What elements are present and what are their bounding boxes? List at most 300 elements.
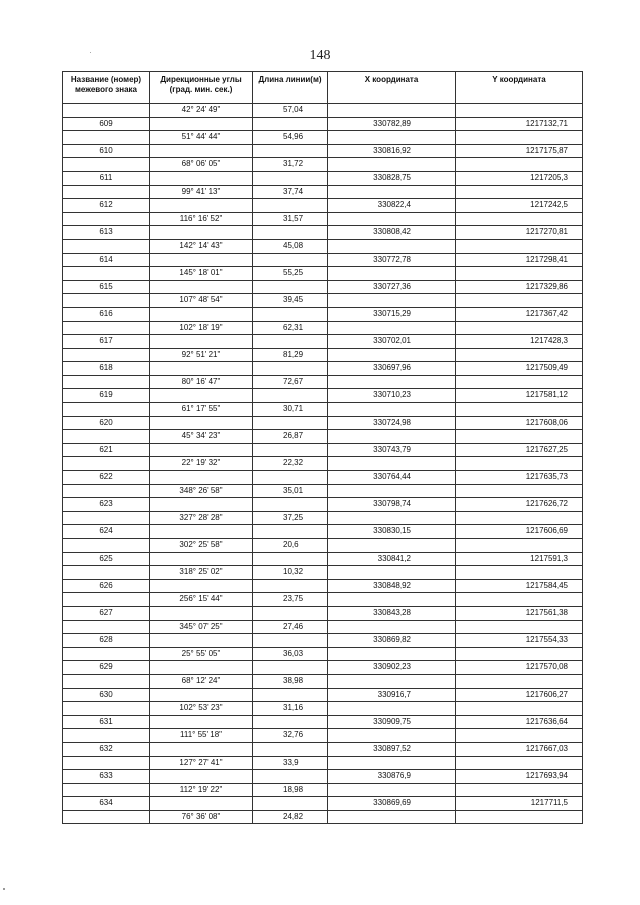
table-row — [63, 552, 583, 566]
cell-angle: 76° 36' 08" — [150, 810, 253, 824]
cell-y: 1217635,73 — [456, 471, 583, 485]
cell-angle: 102° 53' 23" — [150, 702, 253, 716]
cell-name — [63, 403, 150, 417]
cell-name — [63, 267, 150, 281]
cell-name: 613 — [63, 226, 150, 240]
table-row — [63, 104, 583, 118]
cell-length: 39,45 — [253, 294, 328, 308]
table-row — [63, 471, 583, 485]
cell-length — [253, 715, 328, 729]
cell-length: 38,98 — [253, 674, 328, 688]
cell-angle: 68° 06' 05" — [150, 158, 253, 172]
cell-length: 22,32 — [253, 457, 328, 471]
cell-angle: 116° 16' 52" — [150, 212, 253, 226]
cell-length: 81,29 — [253, 348, 328, 362]
cell-x: 330702,01 — [328, 335, 456, 349]
cell-name — [63, 321, 150, 335]
cell-angle: 102° 18' 19" — [150, 321, 253, 335]
cell-length — [253, 552, 328, 566]
table-row — [63, 199, 583, 213]
cell-x — [328, 294, 456, 308]
cell-x — [328, 321, 456, 335]
cell-name: 626 — [63, 579, 150, 593]
cell-angle: 111° 55' 18" — [150, 729, 253, 743]
cell-length — [253, 498, 328, 512]
cell-y — [456, 511, 583, 525]
cell-x: 330782,89 — [328, 117, 456, 131]
table-row — [63, 117, 583, 131]
cell-length — [253, 171, 328, 185]
cell-x: 330727,36 — [328, 280, 456, 294]
table-row — [63, 416, 583, 430]
cell-y: 1217570,08 — [456, 661, 583, 675]
table-row — [63, 674, 583, 688]
cell-x — [328, 375, 456, 389]
cell-name — [63, 457, 150, 471]
table-row — [63, 539, 583, 553]
boundary-coordinates-table — [62, 71, 583, 824]
cell-length — [253, 443, 328, 457]
cell-name — [63, 647, 150, 661]
cell-length — [253, 661, 328, 675]
cell-y — [456, 348, 583, 362]
cell-y — [456, 783, 583, 797]
cell-angle: 68° 12' 24" — [150, 674, 253, 688]
cell-length — [253, 579, 328, 593]
table-row — [63, 307, 583, 321]
cell-y: 1217428,3 — [456, 335, 583, 349]
cell-x — [328, 620, 456, 634]
cell-x: 330869,69 — [328, 797, 456, 811]
cell-angle: 42° 24' 49" — [150, 104, 253, 118]
cell-length — [253, 362, 328, 376]
cell-x: 330822,4 — [328, 199, 456, 213]
cell-name — [63, 294, 150, 308]
cell-y: 1217205,3 — [456, 171, 583, 185]
cell-angle: 80° 16' 47" — [150, 375, 253, 389]
cell-y: 1217554,33 — [456, 634, 583, 648]
cell-name — [63, 783, 150, 797]
table-row — [63, 348, 583, 362]
cell-length — [253, 634, 328, 648]
cell-angle — [150, 661, 253, 675]
cell-length: 37,74 — [253, 185, 328, 199]
cell-name — [63, 158, 150, 172]
table-row — [63, 783, 583, 797]
cell-x — [328, 674, 456, 688]
table-row — [63, 688, 583, 702]
page-number: 148 — [309, 48, 331, 63]
cell-y — [456, 702, 583, 716]
cell-y — [456, 131, 583, 145]
cell-angle — [150, 117, 253, 131]
cell-name: 627 — [63, 606, 150, 620]
cell-x: 330816,92 — [328, 144, 456, 158]
cell-name: 614 — [63, 253, 150, 267]
table-row — [63, 579, 583, 593]
cell-name: 611 — [63, 171, 150, 185]
cell-name — [63, 566, 150, 580]
table-row — [63, 606, 583, 620]
cell-angle — [150, 742, 253, 756]
cell-length — [253, 770, 328, 784]
cell-length — [253, 688, 328, 702]
table-row — [63, 647, 583, 661]
cell-y — [456, 321, 583, 335]
cell-length: 55,25 — [253, 267, 328, 281]
table-row — [63, 756, 583, 770]
cell-x: 330715,29 — [328, 307, 456, 321]
cell-length: 37,25 — [253, 511, 328, 525]
cell-length: 54,96 — [253, 131, 328, 145]
cell-x: 330808,42 — [328, 226, 456, 240]
cell-angle: 327° 28' 28" — [150, 511, 253, 525]
cell-name — [63, 104, 150, 118]
cell-name: 617 — [63, 335, 150, 349]
cell-y — [456, 593, 583, 607]
cell-y — [456, 294, 583, 308]
cell-length: 18,98 — [253, 783, 328, 797]
table-row — [63, 171, 583, 185]
cell-length — [253, 280, 328, 294]
cell-name: 631 — [63, 715, 150, 729]
cell-x — [328, 185, 456, 199]
cell-angle — [150, 416, 253, 430]
cell-x — [328, 484, 456, 498]
cell-x — [328, 430, 456, 444]
table-row — [63, 661, 583, 675]
cell-y — [456, 375, 583, 389]
table-row — [63, 158, 583, 172]
cell-x: 330828,75 — [328, 171, 456, 185]
cell-y: 1217606,27 — [456, 688, 583, 702]
cell-y: 1217711,5 — [456, 797, 583, 811]
cell-angle: 22° 19' 32" — [150, 457, 253, 471]
cell-y — [456, 620, 583, 634]
cell-length — [253, 416, 328, 430]
cell-angle — [150, 171, 253, 185]
table-row — [63, 294, 583, 308]
cell-angle — [150, 389, 253, 403]
cell-name: 622 — [63, 471, 150, 485]
cell-y: 1217636,64 — [456, 715, 583, 729]
cell-x: 330897,52 — [328, 742, 456, 756]
table-row — [63, 620, 583, 634]
table-row — [63, 511, 583, 525]
header-name: Название (номер) межевого знака — [63, 72, 150, 104]
cell-angle — [150, 715, 253, 729]
cell-y — [456, 430, 583, 444]
table-row — [63, 403, 583, 417]
cell-angle: 99° 41' 13" — [150, 185, 253, 199]
scan-speck — [3, 888, 5, 890]
cell-x: 330909,75 — [328, 715, 456, 729]
cell-y: 1217175,87 — [456, 144, 583, 158]
cell-y: 1217627,25 — [456, 443, 583, 457]
cell-angle — [150, 797, 253, 811]
table-row — [63, 797, 583, 811]
cell-name: 618 — [63, 362, 150, 376]
cell-angle — [150, 443, 253, 457]
cell-angle — [150, 634, 253, 648]
cell-name — [63, 348, 150, 362]
cell-y: 1217693,94 — [456, 770, 583, 784]
cell-name — [63, 212, 150, 226]
cell-name — [63, 729, 150, 743]
cell-x — [328, 539, 456, 553]
cell-y — [456, 810, 583, 824]
cell-name: 609 — [63, 117, 150, 131]
cell-length: 45,08 — [253, 239, 328, 253]
cell-angle: 51° 44' 44" — [150, 131, 253, 145]
cell-length — [253, 471, 328, 485]
cell-y: 1217367,42 — [456, 307, 583, 321]
table-body — [63, 104, 583, 824]
cell-angle — [150, 525, 253, 539]
table-row — [63, 715, 583, 729]
cell-length: 31,72 — [253, 158, 328, 172]
cell-angle: 318° 25' 02" — [150, 566, 253, 580]
cell-name — [63, 239, 150, 253]
cell-y: 1217626,72 — [456, 498, 583, 512]
table-row — [63, 362, 583, 376]
cell-x: 330798,74 — [328, 498, 456, 512]
cell-x: 330916,7 — [328, 688, 456, 702]
cell-x — [328, 239, 456, 253]
cell-y — [456, 729, 583, 743]
cell-y: 1217132,71 — [456, 117, 583, 131]
cell-angle — [150, 280, 253, 294]
cell-name: 624 — [63, 525, 150, 539]
cell-length — [253, 144, 328, 158]
cell-x — [328, 131, 456, 145]
cell-x — [328, 158, 456, 172]
cell-angle: 127° 27' 41" — [150, 756, 253, 770]
cell-length: 27,46 — [253, 620, 328, 634]
header-x: X координата — [328, 72, 456, 104]
table-row — [63, 131, 583, 145]
cell-name — [63, 674, 150, 688]
cell-x: 330830,15 — [328, 525, 456, 539]
cell-length — [253, 389, 328, 403]
table-row — [63, 212, 583, 226]
table-row — [63, 253, 583, 267]
cell-length: 57,04 — [253, 104, 328, 118]
cell-angle: 61° 17' 55" — [150, 403, 253, 417]
table-row — [63, 593, 583, 607]
cell-y: 1217270,81 — [456, 226, 583, 240]
cell-length: 31,57 — [253, 212, 328, 226]
cell-angle: 92° 51' 21" — [150, 348, 253, 362]
cell-length — [253, 199, 328, 213]
cell-length — [253, 226, 328, 240]
cell-name — [63, 430, 150, 444]
cell-x — [328, 403, 456, 417]
cell-name: 616 — [63, 307, 150, 321]
cell-name: 632 — [63, 742, 150, 756]
cell-length: 10,32 — [253, 566, 328, 580]
cell-y: 1217584,45 — [456, 579, 583, 593]
cell-length — [253, 525, 328, 539]
cell-length — [253, 742, 328, 756]
cell-name: 612 — [63, 199, 150, 213]
table-row — [63, 185, 583, 199]
cell-length: 31,16 — [253, 702, 328, 716]
table-header-row — [63, 72, 583, 104]
table-row — [63, 702, 583, 716]
cell-y — [456, 674, 583, 688]
cell-length — [253, 307, 328, 321]
cell-x: 330710,23 — [328, 389, 456, 403]
cell-name: 629 — [63, 661, 150, 675]
cell-y — [456, 212, 583, 226]
cell-y — [456, 158, 583, 172]
cell-y — [456, 457, 583, 471]
cell-x — [328, 267, 456, 281]
table-row — [63, 430, 583, 444]
cell-x: 330876,9 — [328, 770, 456, 784]
cell-length — [253, 117, 328, 131]
cell-x: 330841,2 — [328, 552, 456, 566]
cell-name: 628 — [63, 634, 150, 648]
cell-name: 620 — [63, 416, 150, 430]
cell-x — [328, 647, 456, 661]
cell-y — [456, 185, 583, 199]
cell-angle: 112° 19' 22" — [150, 783, 253, 797]
cell-name — [63, 756, 150, 770]
cell-x: 330772,78 — [328, 253, 456, 267]
cell-angle — [150, 770, 253, 784]
cell-name: 633 — [63, 770, 150, 784]
cell-y: 1217608,06 — [456, 416, 583, 430]
cell-angle — [150, 498, 253, 512]
cell-x: 330743,79 — [328, 443, 456, 457]
cell-name — [63, 539, 150, 553]
cell-length — [253, 606, 328, 620]
scan-speck — [90, 52, 91, 53]
cell-angle: 302° 25' 58" — [150, 539, 253, 553]
table-row — [63, 742, 583, 756]
table-row — [63, 566, 583, 580]
cell-y — [456, 539, 583, 553]
cell-x — [328, 511, 456, 525]
cell-x: 330843,28 — [328, 606, 456, 620]
cell-x — [328, 566, 456, 580]
cell-angle: 142° 14' 43" — [150, 239, 253, 253]
cell-y: 1217329,86 — [456, 280, 583, 294]
cell-y: 1217591,3 — [456, 552, 583, 566]
cell-x — [328, 593, 456, 607]
cell-x: 330697,96 — [328, 362, 456, 376]
cell-angle: 107° 48' 54" — [150, 294, 253, 308]
cell-name — [63, 620, 150, 634]
cell-angle — [150, 199, 253, 213]
cell-y: 1217606,69 — [456, 525, 583, 539]
table-row — [63, 457, 583, 471]
cell-x — [328, 756, 456, 770]
cell-name — [63, 702, 150, 716]
cell-y — [456, 104, 583, 118]
cell-angle — [150, 226, 253, 240]
cell-y — [456, 647, 583, 661]
table-row — [63, 810, 583, 824]
cell-angle: 45° 34' 23" — [150, 430, 253, 444]
cell-x: 330869,82 — [328, 634, 456, 648]
cell-x: 330724,98 — [328, 416, 456, 430]
cell-name: 610 — [63, 144, 150, 158]
cell-x — [328, 457, 456, 471]
cell-name — [63, 593, 150, 607]
cell-angle — [150, 335, 253, 349]
cell-length — [253, 253, 328, 267]
cell-x — [328, 729, 456, 743]
table-row — [63, 443, 583, 457]
cell-x — [328, 783, 456, 797]
cell-length: 20,6 — [253, 539, 328, 553]
cell-x: 330764,44 — [328, 471, 456, 485]
cell-name — [63, 185, 150, 199]
cell-name: 621 — [63, 443, 150, 457]
table-row — [63, 144, 583, 158]
cell-length: 32,76 — [253, 729, 328, 743]
cell-name: 634 — [63, 797, 150, 811]
cell-name — [63, 484, 150, 498]
cell-x — [328, 702, 456, 716]
cell-x — [328, 212, 456, 226]
cell-y: 1217298,41 — [456, 253, 583, 267]
table-row — [63, 729, 583, 743]
cell-x: 330848,92 — [328, 579, 456, 593]
cell-length: 30,71 — [253, 403, 328, 417]
cell-name: 615 — [63, 280, 150, 294]
cell-angle: 25° 55' 05" — [150, 647, 253, 661]
table-row — [63, 375, 583, 389]
cell-angle — [150, 307, 253, 321]
cell-length — [253, 335, 328, 349]
cell-name — [63, 810, 150, 824]
table-row — [63, 280, 583, 294]
cell-y — [456, 267, 583, 281]
cell-length: 24,82 — [253, 810, 328, 824]
cell-y: 1217561,38 — [456, 606, 583, 620]
cell-angle — [150, 362, 253, 376]
table-row — [63, 321, 583, 335]
cell-angle — [150, 688, 253, 702]
table-row — [63, 267, 583, 281]
cell-length: 23,75 — [253, 593, 328, 607]
header-angle: Дирекционные углы (град. мин. сек.) — [150, 72, 253, 104]
cell-y — [456, 403, 583, 417]
cell-name — [63, 511, 150, 525]
cell-angle — [150, 552, 253, 566]
table-row — [63, 226, 583, 240]
table-row — [63, 634, 583, 648]
cell-x — [328, 348, 456, 362]
cell-length: 62,31 — [253, 321, 328, 335]
header-length: Длина линии(м) — [253, 72, 328, 104]
cell-y — [456, 756, 583, 770]
cell-angle — [150, 253, 253, 267]
cell-length — [253, 797, 328, 811]
cell-length: 26,87 — [253, 430, 328, 444]
cell-name: 625 — [63, 552, 150, 566]
cell-y: 1217242,5 — [456, 199, 583, 213]
table-row — [63, 335, 583, 349]
cell-x — [328, 104, 456, 118]
cell-length: 33,9 — [253, 756, 328, 770]
cell-angle — [150, 579, 253, 593]
header-y: Y координата — [456, 72, 583, 104]
